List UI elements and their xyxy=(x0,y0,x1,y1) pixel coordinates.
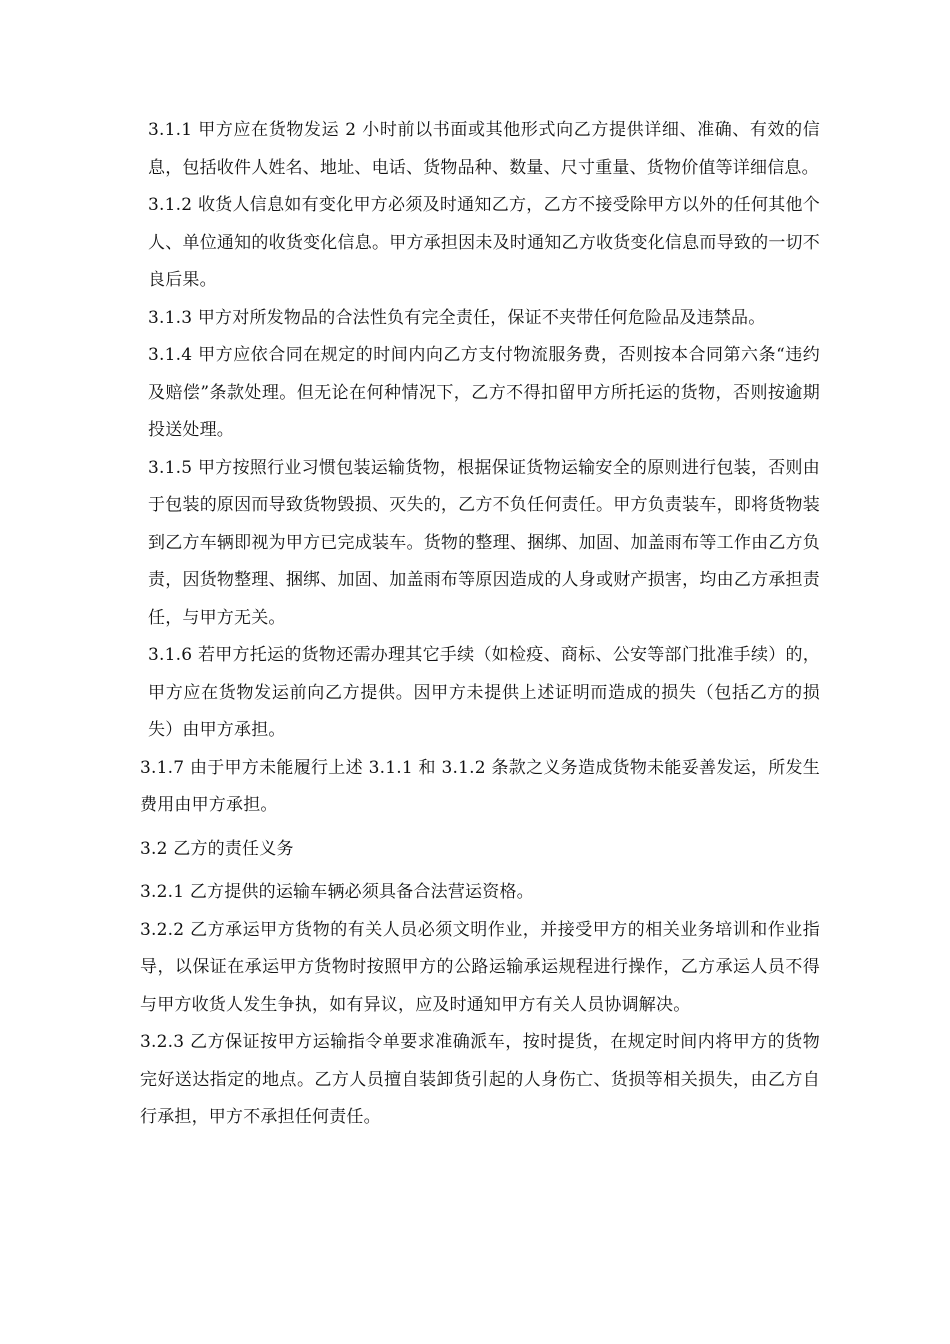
clause-3-1-5: 3.1.5 甲方按照行业习惯包装运输货物，根据保证货物运输安全的原则进行包装，否则由于包装的原因而导致货物毁损、灭失的，乙方不负任何责任。甲方负责装车，即将货物装到乙方车辆即视为甲方已完成装车。货物的整理、捆绑、加固、加盖雨布等工作由乙方负责，因货物整理、捆绑、加固、加盖雨布等原因造成的人身或财产损害，均由乙方承担责任，与甲方无关。 xyxy=(148,457,820,628)
clause-3-1-7: 3.1.7 由于甲方未能履行上述 3.1.1 和 3.1.2 条款之义务造成货物未能妥善发运，所发生费用由甲方承担。 xyxy=(140,757,820,815)
section-heading-3-2: 3.2 乙方的责任义务 xyxy=(140,838,294,859)
clause-3-1-3: 3.1.3 甲方对所发物品的合法性负有完全责任，保证不夹带任何危险品及违禁品。 xyxy=(148,307,766,328)
clause-3-1-1: 3.1.1 甲方应在货物发运 2 小时前以书面或其他形式向乙方提供详细、准确、有效的信息，包括收件人姓名、地址、电话、货物品种、数量、尺寸重量、货物价值等详细信息。 xyxy=(148,120,820,178)
clause-3-1-4: 3.1.4 甲方应依合同在规定的时间内向乙方支付物流服务费，否则按本合同第六条“违约及赔偿”条款处理。但无论在何种情况下，乙方不得扣留甲方所托运的货物，否则按逾期投送处理。 xyxy=(148,345,820,440)
clause-3-2-3: 3.2.3 乙方保证按甲方运输指令单要求准确派车，按时提货，在规定时间内将甲方的货物完好送达指定的地点。乙方人员擅自装卸货引起的人身伤亡、货损等相关损失，由乙方自行承担，甲方不承担任何责任。 xyxy=(140,1032,820,1127)
document-body xyxy=(140,112,820,1137)
clause-3-2-1: 3.2.1 乙方提供的运输车辆必须具备合法营运资格。 xyxy=(140,882,534,902)
clause-3-1-2: 3.1.2 收货人信息如有变化甲方必须及时通知乙方，乙方不接受除甲方以外的任何其他个人、单位通知的收货变化信息。甲方承担因未及时通知乙方收货变化信息而导致的一切不良后果。 xyxy=(148,195,820,290)
clause-3-1-6: 3.1.6 若甲方托运的货物还需办理其它手续（如检疫、商标、公安等部门批准手续）的，甲方应在货物发运前向乙方提供。因甲方未提供上述证明而造成的损失（包括乙方的损失）由甲方承担。 xyxy=(148,645,820,740)
clause-3-2-2: 3.2.2 乙方承运甲方货物的有关人员必须文明作业，并接受甲方的相关业务培训和作业指导，以保证在承运甲方货物时按照甲方的公路运输承运规程进行操作，乙方承运人员不得与甲方收货人发生争执，如有异议，应及时通知甲方有关人员协调解决。 xyxy=(140,919,820,1015)
